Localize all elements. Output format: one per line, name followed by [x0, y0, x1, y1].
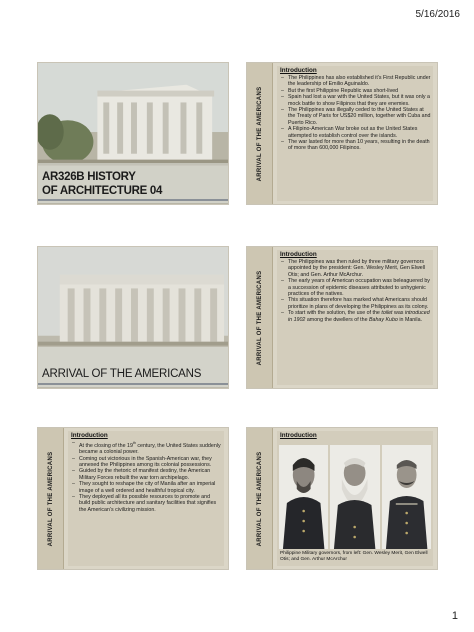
title-band [38, 163, 228, 203]
bullet-item: – The war lasted for more than 10 years, resulting in the death of more than 600,000 Filipinos. [280, 139, 431, 152]
bullet-item: – This situation therefore has marked what Americans should prioritize in plans of developing the Philippines as its colony. [280, 297, 431, 310]
page-date: 5/16/2016 [415, 9, 460, 20]
side-band [247, 247, 273, 388]
portrait-otis [330, 445, 379, 549]
title-band [38, 347, 228, 387]
bullet-item: – The Philippines was illegally ceded to the United States at the Treaty of Paris for US$20 million, together with Cuba and Puerto Rico. [280, 107, 431, 126]
bullet-item: – To start with the solution, the use of the toilet was introduced in 1902 among the dwellers of the Bahay Kubo in Manila. [280, 310, 431, 323]
bullet-item: – At the closing of the 19th century, the United States suddenly became a colonial power. [71, 440, 222, 456]
slide-heading: Introduction [280, 432, 317, 439]
content-panel [277, 66, 433, 201]
title-line-2: OF ARCHITECTURE 04 [42, 185, 163, 197]
slide-introduction-1 [246, 62, 438, 205]
bullet-list [277, 259, 433, 323]
slide-title-history [37, 62, 229, 205]
page-number: 1 [451, 610, 458, 622]
bullet-item: – They deployed all its possible resources to promote and build public architecture and sanitary facilities that signifies the American’s civilizing mission. [71, 494, 222, 513]
side-label: ARRIVAL OF THE AMERICANS [257, 451, 263, 547]
slide-heading: Introduction [71, 432, 108, 439]
portrait-row [279, 445, 431, 549]
slide-introduction-3 [37, 427, 229, 570]
slide-heading: Introduction [280, 67, 317, 74]
content-panel [277, 431, 433, 566]
content-panel [277, 250, 433, 385]
slide-heading: Introduction [280, 251, 317, 258]
side-label: ARRIVAL OF THE AMERICANS [257, 86, 263, 182]
title-line-1: AR326B HISTORY [42, 171, 136, 183]
side-band [38, 428, 64, 569]
bullet-item: – The Philippines has also established it’s First Republic under the leadership of Emilio Aguinaldo. [280, 75, 431, 88]
bullet-item: – Coming out victorious in the Spanish-American war, they annexed the Philippines among its colonial possessions. [71, 456, 222, 469]
bullet-list [277, 75, 433, 152]
portrait-caption: Philippine Military governors, from left: Gen. Wesley Merit, Gen Elwell Otis; and Gen. Arthur McArchur [280, 551, 428, 562]
bullet-item: – But the first Philippine Republic was short-lived [280, 88, 431, 94]
slide-military-governors [246, 427, 438, 570]
side-band [247, 428, 273, 569]
title-underline [38, 383, 228, 385]
portrait-merit [279, 445, 328, 549]
bullet-list [68, 440, 224, 513]
bullet-item: – The Philippines was then ruled by three military governors appointed by the president: Gen. Wesley Merit, Gen Elwell Otis; and Gen. Arthur McArchur. [280, 259, 431, 278]
bullet-item: – They sought to reshape the city of Manila after an imperial image of a well ordered and healthful tropical city. [71, 481, 222, 494]
portrait-mcarthur [382, 445, 431, 549]
bullet-item: – The early years of American occupation was beleaguered by a succession of epidemic diseases attributed to unhygienic practices of the natives. [280, 278, 431, 297]
bullet-item: – Spain had lost a war with the United States, but it was only a mock battle to show Filipinos that they are enemies. [280, 94, 431, 107]
bullet-item: – Guided by the rhetoric of manifest destiny, the American Military Forces rebuilt the war torn archipelago. [71, 468, 222, 481]
slide-title-arrival [37, 246, 229, 389]
side-label: ARRIVAL OF THE AMERICANS [257, 270, 263, 366]
bullet-item: – A Filipino-American War broke out as the United States attempted to establish control over the islands. [280, 126, 431, 139]
content-panel [68, 431, 224, 566]
side-label: ARRIVAL OF THE AMERICANS [48, 451, 54, 547]
slide-introduction-2 [246, 246, 438, 389]
side-band [247, 63, 273, 204]
title-underline [38, 199, 228, 201]
slide-title: ARRIVAL OF THE AMERICANS [42, 368, 202, 380]
